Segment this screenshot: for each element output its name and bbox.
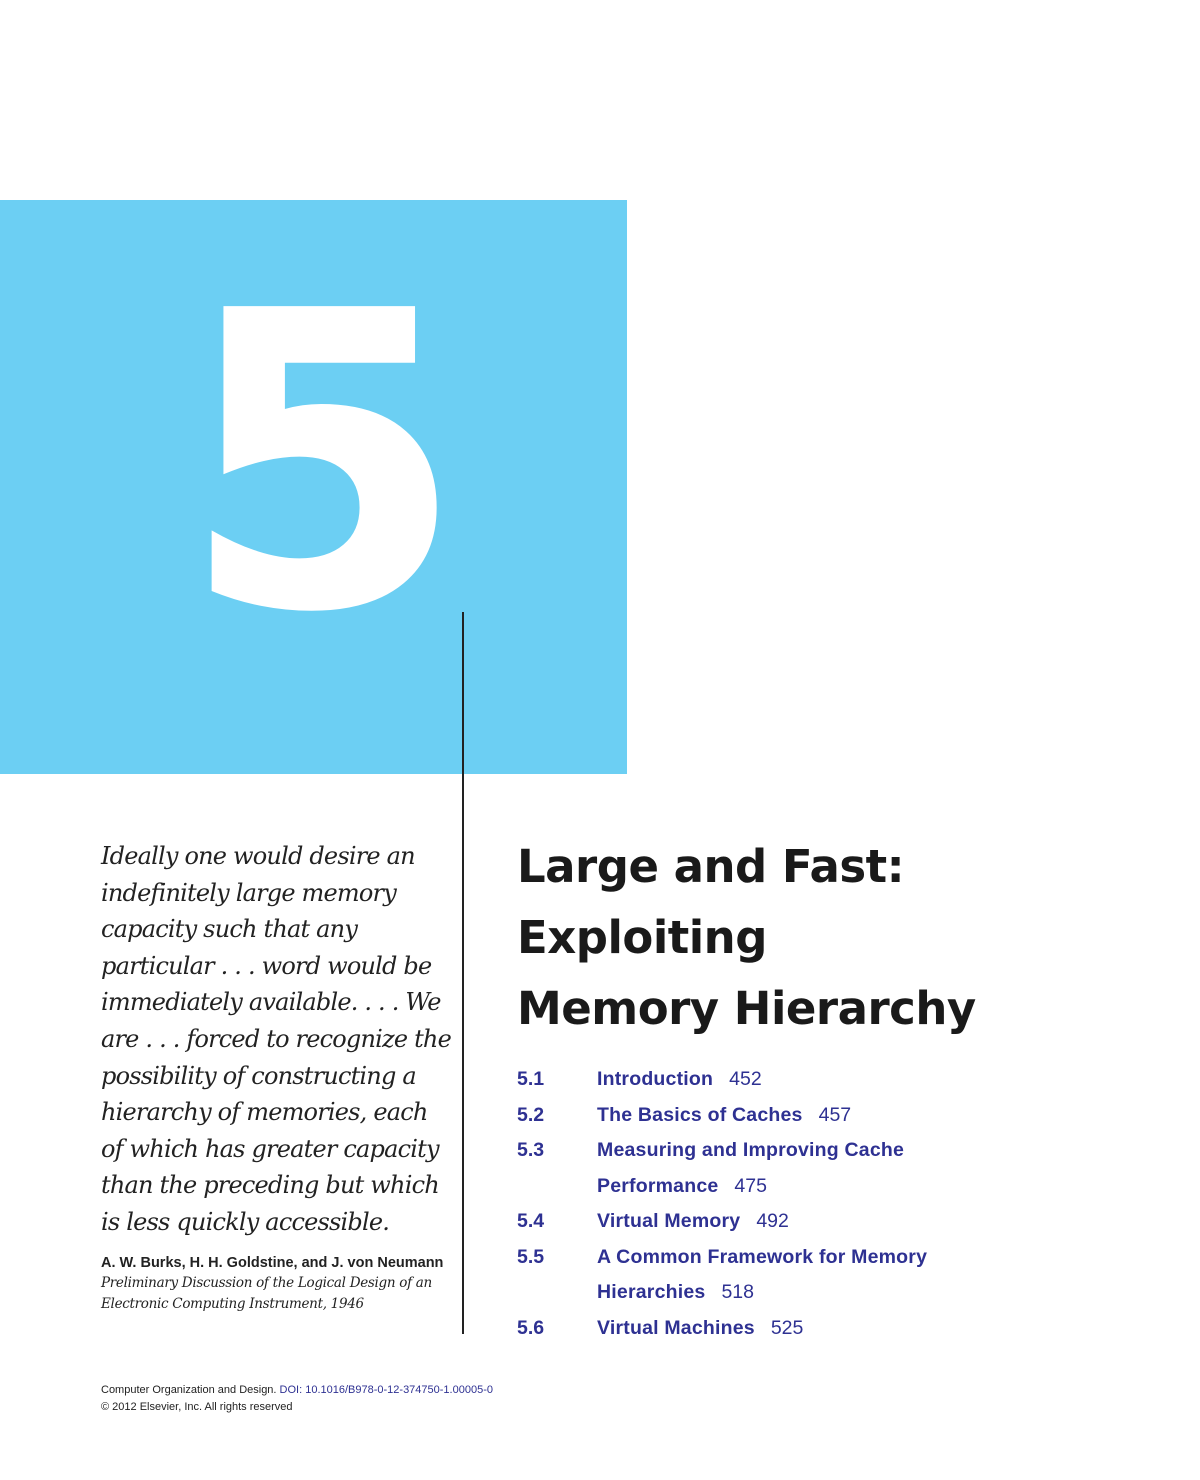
toc-page-number: 452 — [729, 1068, 762, 1090]
epigraph-line: capacity such that any — [101, 915, 358, 944]
chapter-title-line: Exploiting — [517, 911, 767, 964]
toc-section-title: The Basics of Caches — [597, 1103, 803, 1126]
footer-doi-link[interactable]: DOI: 10.1016/B978-0-12-374750-1.00005-0 — [279, 1384, 493, 1396]
epigraph-authors: A. W. Burks, H. H. Goldstine, and J. von Neumann — [101, 1254, 444, 1271]
toc-section-title: Virtual Memory — [597, 1210, 741, 1232]
toc-entry[interactable] — [517, 1311, 1117, 1347]
toc-section-title: Measuring and Improving Cache Performance — [597, 1139, 905, 1197]
epigraph-line: is less quickly accessible. — [101, 1207, 390, 1236]
chapter-number: 5 — [180, 224, 456, 702]
toc-section-number: 5.1 — [517, 1068, 545, 1090]
epigraph-quote — [101, 838, 456, 1241]
epigraph-line: immediately available. . . . We — [101, 988, 441, 1017]
epigraph-source-line: Preliminary Discussion of the Logical Design of an — [101, 1274, 432, 1291]
toc-entry[interactable] — [517, 1098, 1117, 1134]
toc-page-number: 518 — [721, 1281, 754, 1303]
toc-page-number: 475 — [734, 1174, 767, 1197]
toc-section-number: 5.3 — [517, 1139, 545, 1161]
table-of-contents — [517, 1062, 1117, 1346]
toc-section-number: 5.6 — [517, 1316, 545, 1339]
toc-section-number: 5.5 — [517, 1245, 545, 1268]
toc-page-number: 525 — [770, 1316, 804, 1339]
epigraph-source — [101, 1273, 456, 1315]
epigraph-line: than the preceding but which — [101, 1171, 439, 1200]
toc-page-number: 492 — [756, 1210, 789, 1232]
toc-entry[interactable] — [517, 1133, 1037, 1204]
epigraph-line: possibility of constructing a — [101, 1061, 416, 1090]
epigraph-line: hierarchy of memories, each — [101, 1098, 428, 1127]
footer-book-title: Computer Organization and Design. — [101, 1384, 277, 1396]
footer-copyright: © 2012 Elsevier, Inc. All rights reserved — [101, 1401, 293, 1413]
toc-entry[interactable] — [517, 1204, 1117, 1240]
epigraph-line: indefinitely large memory — [101, 878, 396, 907]
epigraph-line: Ideally one would desire an — [101, 842, 415, 870]
chapter-title-line: Large and Fast: — [517, 840, 905, 893]
epigraph — [101, 838, 456, 1315]
epigraph-line: of which has greater capacity — [101, 1134, 439, 1163]
toc-entry[interactable] — [517, 1240, 1057, 1311]
epigraph-line: are . . . forced to recognize the — [101, 1024, 451, 1053]
toc-page-number: 457 — [818, 1103, 852, 1126]
toc-section-title: Virtual Machines — [597, 1316, 755, 1339]
footer — [101, 1382, 493, 1416]
epigraph-line: particular . . . word would be — [101, 951, 432, 980]
toc-section-title: Introduction — [597, 1068, 714, 1090]
toc-section-number: 5.4 — [517, 1210, 545, 1232]
chapter-title — [517, 831, 1077, 1044]
vertical-divider — [462, 612, 464, 1334]
toc-entry[interactable] — [517, 1062, 1117, 1098]
chapter-title-line: Memory Hierarchy — [517, 982, 976, 1035]
toc-section-number: 5.2 — [517, 1103, 545, 1126]
epigraph-source-line: Electronic Computing Instrument, 1946 — [101, 1295, 364, 1312]
toc-section-title: A Common Framework for Memory Hierarchies — [597, 1245, 928, 1303]
